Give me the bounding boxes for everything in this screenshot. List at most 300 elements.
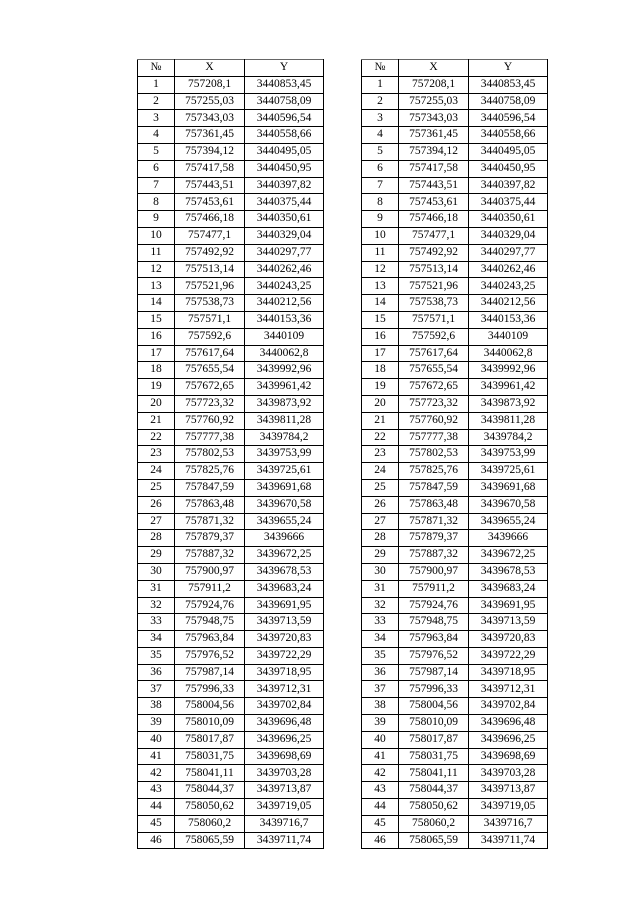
cell-number: 23 [362,446,399,463]
table-row [362,261,548,278]
cell-x: 757887,32 [399,547,469,564]
table-row [138,479,324,496]
cell-x: 757802,53 [175,446,245,463]
cell-y: 3440758,09 [245,93,324,110]
cell-y: 3440596,54 [245,110,324,127]
table-row [138,345,324,362]
table-row [362,412,548,429]
table-row [138,580,324,597]
cell-y: 3439691,68 [469,479,548,496]
table-row [362,379,548,396]
cell-x: 757900,97 [175,563,245,580]
cell-number: 46 [138,832,175,849]
cell-y: 3440243,25 [469,278,548,295]
cell-x: 758044,37 [399,782,469,799]
table-row [138,244,324,261]
cell-y: 3439753,99 [245,446,324,463]
cell-number: 42 [138,765,175,782]
table-row [138,429,324,446]
cell-number: 30 [362,563,399,580]
cell-x: 757538,73 [399,295,469,312]
cell-x: 757911,2 [175,580,245,597]
cell-x: 757760,92 [399,412,469,429]
cell-x: 757417,58 [399,160,469,177]
cell-x: 757802,53 [399,446,469,463]
table-row [138,177,324,194]
table-row [138,715,324,732]
cell-y: 3439992,96 [469,362,548,379]
table-row [362,715,548,732]
table-row [138,496,324,513]
cell-number: 5 [138,143,175,160]
cell-y: 3440109 [245,328,324,345]
cell-y: 3439696,25 [245,731,324,748]
table-row [362,782,548,799]
table-row [362,93,548,110]
cell-number: 37 [362,681,399,698]
table-row [362,513,548,530]
table-row [362,76,548,93]
cell-y: 3439961,42 [469,379,548,396]
cell-y: 3439678,53 [245,563,324,580]
table-row [362,748,548,765]
table-row [138,530,324,547]
cell-number: 27 [138,513,175,530]
cell-y: 3439711,74 [245,832,324,849]
cell-y: 3439713,59 [245,614,324,631]
cell-number: 12 [138,261,175,278]
table-row [362,563,548,580]
table-row [138,110,324,127]
cell-x: 757571,1 [399,311,469,328]
cell-y: 3439683,24 [469,580,548,597]
table-row [362,832,548,849]
table-row [362,614,548,631]
table-row [138,597,324,614]
table-row [138,765,324,782]
cell-y: 3440558,66 [245,127,324,144]
cell-number: 17 [362,345,399,362]
cell-number: 7 [138,177,175,194]
cell-x: 757617,64 [175,345,245,362]
cell-number: 16 [362,328,399,345]
table-row [138,782,324,799]
table-row [138,547,324,564]
cell-y: 3439666 [469,530,548,547]
cell-x: 757847,59 [399,479,469,496]
cell-number: 4 [138,127,175,144]
table-row [138,76,324,93]
cell-x: 757417,58 [175,160,245,177]
table-row [138,731,324,748]
cell-number: 17 [138,345,175,362]
table-row [138,328,324,345]
table-row [362,345,548,362]
column-header-y: Y [469,60,548,77]
table-row [362,580,548,597]
cell-x: 757863,48 [175,496,245,513]
column-header-y: Y [245,60,324,77]
cell-number: 2 [362,93,399,110]
table-row [362,765,548,782]
table-body [138,76,324,849]
table-row [362,496,548,513]
cell-number: 18 [138,362,175,379]
table-row [362,211,548,228]
cell-y: 3439716,7 [469,815,548,832]
table-row [362,311,548,328]
cell-y: 3439753,99 [469,446,548,463]
table-row [138,261,324,278]
table-row [362,681,548,698]
cell-y: 3440450,95 [245,160,324,177]
table-row [138,446,324,463]
cell-x: 757477,1 [399,227,469,244]
cell-number: 9 [362,211,399,228]
cell-number: 33 [362,614,399,631]
cell-y: 3440262,46 [245,261,324,278]
cell-y: 3439703,28 [469,765,548,782]
cell-x: 757879,37 [399,530,469,547]
cell-x: 757343,03 [175,110,245,127]
cell-y: 3439725,61 [245,463,324,480]
cell-number: 44 [138,799,175,816]
table-row [362,799,548,816]
cell-x: 757871,32 [399,513,469,530]
cell-y: 3439683,24 [245,580,324,597]
cell-x: 757655,54 [175,362,245,379]
cell-number: 30 [138,563,175,580]
cell-x: 757760,92 [175,412,245,429]
cell-y: 3439784,2 [469,429,548,446]
cell-y: 3439725,61 [469,463,548,480]
cell-y: 3440375,44 [469,194,548,211]
table-row [138,194,324,211]
cell-y: 3439713,59 [469,614,548,631]
cell-number: 27 [362,513,399,530]
cell-number: 13 [138,278,175,295]
cell-x: 758017,87 [175,731,245,748]
cell-number: 43 [138,782,175,799]
cell-y: 3439655,24 [245,513,324,530]
cell-number: 26 [138,496,175,513]
cell-y: 3440596,54 [469,110,548,127]
table-row [362,664,548,681]
cell-y: 3440297,77 [469,244,548,261]
cell-number: 29 [138,547,175,564]
cell-x: 757492,92 [399,244,469,261]
table-row [138,143,324,160]
cell-y: 3440397,82 [469,177,548,194]
cell-number: 39 [362,715,399,732]
cell-x: 757672,65 [175,379,245,396]
cell-number: 19 [362,379,399,396]
cell-y: 3439712,31 [469,681,548,698]
table-row [362,647,548,664]
cell-number: 12 [362,261,399,278]
cell-number: 20 [362,395,399,412]
cell-x: 757592,6 [399,328,469,345]
cell-y: 3440558,66 [469,127,548,144]
cell-number: 21 [138,412,175,429]
cell-y: 3440329,04 [469,227,548,244]
cell-y: 3439670,58 [245,496,324,513]
cell-y: 3439698,69 [469,748,548,765]
cell-x: 757477,1 [175,227,245,244]
cell-y: 3440297,77 [245,244,324,261]
cell-number: 36 [362,664,399,681]
cell-x: 758041,11 [175,765,245,782]
cell-y: 3439722,29 [245,647,324,664]
table-row [138,211,324,228]
cell-x: 757592,6 [175,328,245,345]
table-row [362,698,548,715]
cell-x: 757963,84 [175,631,245,648]
coordinates-table-left [137,59,324,849]
cell-number: 11 [138,244,175,261]
cell-x: 757863,48 [399,496,469,513]
cell-x: 757361,45 [175,127,245,144]
cell-y: 3439698,69 [245,748,324,765]
cell-x: 757394,12 [175,143,245,160]
cell-x: 757343,03 [399,110,469,127]
cell-x: 757987,14 [175,664,245,681]
table-row [138,227,324,244]
cell-y: 3440853,45 [245,76,324,93]
cell-x: 757255,03 [175,93,245,110]
cell-number: 40 [138,731,175,748]
cell-y: 3439672,25 [469,547,548,564]
cell-y: 3440062,8 [245,345,324,362]
table-row [362,547,548,564]
cell-number: 3 [362,110,399,127]
cell-x: 758031,75 [175,748,245,765]
table-row [362,160,548,177]
cell-x: 758050,62 [399,799,469,816]
cell-number: 40 [362,731,399,748]
cell-x: 757255,03 [399,93,469,110]
cell-number: 31 [362,580,399,597]
table-row [138,799,324,816]
cell-number: 19 [138,379,175,396]
table-row [138,379,324,396]
cell-x: 758065,59 [399,832,469,849]
cell-number: 16 [138,328,175,345]
cell-y: 3439655,24 [469,513,548,530]
cell-number: 15 [138,311,175,328]
cell-x: 758041,11 [399,765,469,782]
cell-number: 10 [362,227,399,244]
cell-y: 3439719,05 [469,799,548,816]
table-row [138,832,324,849]
table-row [362,328,548,345]
cell-number: 37 [138,681,175,698]
table-row [362,127,548,144]
cell-number: 6 [362,160,399,177]
cell-number: 7 [362,177,399,194]
cell-x: 757825,76 [175,463,245,480]
table-row [138,631,324,648]
table-row [362,194,548,211]
cell-x: 757996,33 [399,681,469,698]
table-row [362,295,548,312]
cell-x: 757361,45 [399,127,469,144]
cell-number: 34 [138,631,175,648]
table-row [138,664,324,681]
cell-number: 41 [362,748,399,765]
cell-y: 3440758,09 [469,93,548,110]
cell-x: 758010,09 [175,715,245,732]
cell-y: 3439713,87 [245,782,324,799]
cell-x: 757847,59 [175,479,245,496]
cell-x: 757443,51 [175,177,245,194]
cell-x: 757208,1 [175,76,245,93]
cell-x: 757513,14 [175,261,245,278]
cell-x: 757924,76 [399,597,469,614]
cell-number: 14 [362,295,399,312]
cell-number: 36 [138,664,175,681]
cell-y: 3439722,29 [469,647,548,664]
cell-y: 3439720,83 [469,631,548,648]
cell-number: 31 [138,580,175,597]
cell-x: 757521,96 [175,278,245,295]
column-header-x: X [399,60,469,77]
cell-y: 3439784,2 [245,429,324,446]
cell-y: 3439672,25 [245,547,324,564]
cell-number: 38 [362,698,399,715]
cell-x: 757538,73 [175,295,245,312]
cell-number: 1 [362,76,399,93]
cell-number: 14 [138,295,175,312]
cell-number: 2 [138,93,175,110]
cell-x: 757777,38 [399,429,469,446]
cell-y: 3439691,95 [245,597,324,614]
table-row [362,631,548,648]
cell-y: 3439713,87 [469,782,548,799]
table-row [138,563,324,580]
cell-number: 32 [362,597,399,614]
table-row [138,698,324,715]
table-row [362,244,548,261]
cell-number: 8 [362,194,399,211]
cell-number: 43 [362,782,399,799]
column-header-x: X [175,60,245,77]
table-row [138,412,324,429]
table-row [362,177,548,194]
cell-y: 3439718,95 [469,664,548,681]
cell-y: 3440375,44 [245,194,324,211]
cell-number: 42 [362,765,399,782]
header-row [362,60,548,77]
cell-number: 24 [138,463,175,480]
cell-y: 3439811,28 [245,412,324,429]
cell-x: 757777,38 [175,429,245,446]
cell-number: 4 [362,127,399,144]
cell-number: 11 [362,244,399,261]
cell-x: 758010,09 [399,715,469,732]
table-row [138,681,324,698]
cell-y: 3440350,61 [469,211,548,228]
cell-x: 757617,64 [399,345,469,362]
table-row [362,227,548,244]
cell-y: 3440450,95 [469,160,548,177]
column-header-number: № [138,60,175,77]
cell-y: 3439719,05 [245,799,324,816]
cell-x: 757723,32 [175,395,245,412]
cell-number: 9 [138,211,175,228]
cell-x: 757871,32 [175,513,245,530]
cell-number: 41 [138,748,175,765]
cell-x: 757655,54 [399,362,469,379]
cell-y: 3440495,05 [245,143,324,160]
cell-number: 18 [362,362,399,379]
cell-number: 39 [138,715,175,732]
cell-y: 3439873,92 [245,395,324,412]
cell-y: 3440397,82 [245,177,324,194]
cell-x: 757924,76 [175,597,245,614]
cell-y: 3440062,8 [469,345,548,362]
cell-x: 757571,1 [175,311,245,328]
cell-number: 45 [138,815,175,832]
cell-number: 5 [362,143,399,160]
cell-number: 3 [138,110,175,127]
cell-y: 3439670,58 [469,496,548,513]
column-header-number: № [362,60,399,77]
cell-number: 25 [362,479,399,496]
cell-y: 3439691,68 [245,479,324,496]
table-row [362,446,548,463]
cell-number: 22 [138,429,175,446]
cell-x: 757987,14 [399,664,469,681]
cell-y: 3439811,28 [469,412,548,429]
cell-x: 758060,2 [399,815,469,832]
cell-x: 758050,62 [175,799,245,816]
table-row [362,362,548,379]
cell-y: 3439691,95 [469,597,548,614]
table-row [138,311,324,328]
cell-x: 757453,61 [175,194,245,211]
table-row [362,143,548,160]
cell-number: 22 [362,429,399,446]
cell-x: 757948,75 [399,614,469,631]
cell-x: 757492,92 [175,244,245,261]
cell-x: 757911,2 [399,580,469,597]
cell-y: 3440853,45 [469,76,548,93]
cell-number: 28 [362,530,399,547]
cell-y: 3439696,48 [469,715,548,732]
cell-y: 3439702,84 [245,698,324,715]
table-row [138,127,324,144]
cell-y: 3440212,56 [469,295,548,312]
cell-number: 10 [138,227,175,244]
cell-y: 3439711,74 [469,832,548,849]
cell-x: 757976,52 [175,647,245,664]
cell-x: 757521,96 [399,278,469,295]
table-row [138,395,324,412]
cell-y: 3439678,53 [469,563,548,580]
cell-x: 757466,18 [399,211,469,228]
table-row [362,731,548,748]
cell-number: 13 [362,278,399,295]
cell-y: 3439961,42 [245,379,324,396]
cell-x: 757825,76 [399,463,469,480]
coordinates-table-right [361,59,548,849]
cell-x: 757887,32 [175,547,245,564]
cell-number: 23 [138,446,175,463]
cell-y: 3440153,36 [469,311,548,328]
cell-number: 38 [138,698,175,715]
cell-x: 757208,1 [399,76,469,93]
